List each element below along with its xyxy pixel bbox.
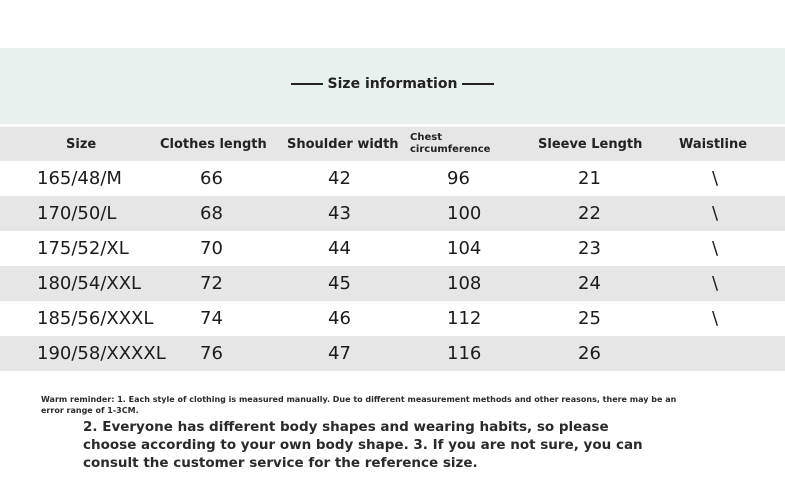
table-row — [0, 266, 785, 301]
size-table — [0, 127, 785, 371]
table-row — [0, 231, 785, 266]
cell-sleeve-length: 21 — [578, 168, 601, 189]
cell-waistline: \ — [712, 238, 719, 259]
body-shape-note: 2. Everyone has different body shapes and wearing habits, so please choose according to your own body shape. 3. If you are not sure, you can consult the customer service for the reference size. — [83, 419, 643, 471]
cell-sleeve-length: 26 — [578, 343, 601, 364]
cell-chest: 116 — [447, 343, 482, 364]
cell-sleeve-length: 23 — [578, 238, 601, 259]
cell-chest: 100 — [447, 203, 482, 224]
header-shoulder-width: Shoulder width — [287, 136, 399, 152]
cell-clothes-length: 72 — [200, 273, 223, 294]
warm-reminder-note: Warm reminder: 1. Each style of clothing is measured manually. Due to different measurement methods and other reasons, there may be an error range of 1-3CM. — [41, 395, 677, 415]
cell-size: 170/50/L — [37, 203, 117, 224]
cell-size: 165/48/M — [37, 168, 122, 189]
cell-clothes-length: 68 — [200, 203, 223, 224]
header-clothes-length: Clothes length — [160, 136, 267, 152]
cell-clothes-length: 66 — [200, 168, 223, 189]
header-sleeve-length: Sleeve Length — [538, 136, 643, 152]
table-row — [0, 336, 785, 371]
cell-shoulder-width: 46 — [328, 308, 351, 329]
cell-shoulder-width: 44 — [328, 238, 351, 259]
cell-size: 190/58/XXXXL — [37, 343, 166, 364]
header-waistline: Waistline — [679, 136, 748, 152]
cell-waistline: \ — [712, 273, 719, 294]
cell-sleeve-length: 22 — [578, 203, 601, 224]
cell-shoulder-width: 45 — [328, 273, 351, 294]
table-row — [0, 161, 785, 196]
cell-waistline: \ — [712, 308, 719, 329]
cell-shoulder-width: 43 — [328, 203, 351, 224]
table-row — [0, 196, 785, 231]
section-title-text: Size information — [327, 76, 458, 92]
cell-clothes-length: 74 — [200, 308, 223, 329]
cell-size: 185/56/XXXL — [37, 308, 154, 329]
cell-size: 180/54/XXL — [37, 273, 142, 294]
cell-chest: 96 — [447, 168, 470, 189]
cell-size: 175/52/XL — [37, 238, 129, 259]
cell-waistline: \ — [712, 203, 719, 224]
cell-shoulder-width: 42 — [328, 168, 351, 189]
cell-clothes-length: 70 — [200, 238, 223, 259]
cell-sleeve-length: 25 — [578, 308, 601, 329]
header-chest-circumference: Chest circumference — [410, 132, 491, 155]
title-dash-left — [291, 83, 323, 85]
section-title — [0, 74, 785, 94]
cell-clothes-length: 76 — [200, 343, 223, 364]
table-header-row — [0, 127, 785, 161]
cell-sleeve-length: 24 — [578, 273, 601, 294]
cell-waistline: \ — [712, 168, 719, 189]
cell-chest: 104 — [447, 238, 482, 259]
cell-chest: 112 — [447, 308, 482, 329]
cell-chest: 108 — [447, 273, 482, 294]
title-dash-right — [462, 83, 494, 85]
header-size: Size — [66, 136, 97, 152]
table-row — [0, 301, 785, 336]
cell-shoulder-width: 47 — [328, 343, 351, 364]
